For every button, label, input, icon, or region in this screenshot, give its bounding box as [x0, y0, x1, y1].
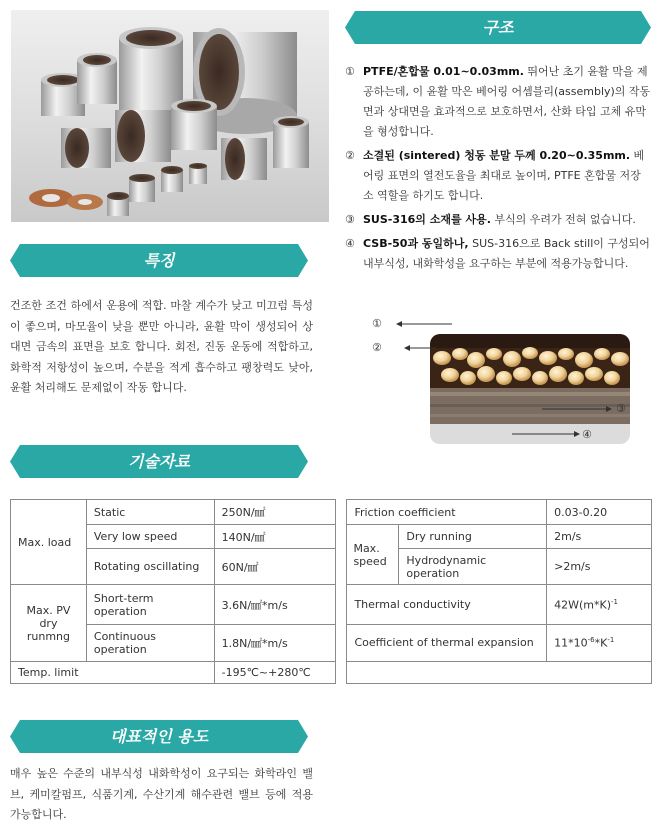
hydro-label: Hydrodynamic operation [399, 549, 547, 585]
item-number: ② [345, 149, 355, 162]
short-label: Short-term operation [86, 585, 214, 625]
features-text: 건조한 조건 하에서 운용에 적합. 마찰 계수가 낮고 미끄럼 특성이 좋으며, 마모율이 낮을 뿐만 아니라, 윤활 막이 생성되어 상대면 금속의 표면을 보호 합니다. 회전, 진동 운동에 적합하고, 화학적 저항성이 높으며, 수분을 적게 흡수하고 팽창력도 낮아, 윤활 처리해도 문제없이 작동 합니다. [10, 299, 313, 394]
item-heading: SUS-316의 소재를 사용. [363, 213, 491, 226]
features-title: 특징 [143, 251, 175, 270]
tech-title: 기술자료 [128, 452, 190, 471]
table-gap [335, 525, 347, 549]
hydro-value: >2m/s [547, 549, 652, 585]
dry-value: 2m/s [547, 525, 652, 549]
static-label: Static [86, 500, 214, 525]
coef-value [547, 625, 652, 662]
structure-item [345, 210, 651, 230]
cont-value: 1.8N/㎟*m/s [214, 625, 335, 662]
temp-label: Temp. limit [11, 662, 215, 684]
coef-base: 11*10 [554, 636, 588, 650]
table-gap [335, 549, 347, 585]
tech-banner [10, 442, 308, 481]
applications-title: 대표적인 용도 [109, 727, 209, 746]
bushings-illustration [11, 10, 329, 222]
temp-value: -195℃~+280℃ [214, 662, 335, 684]
structure-list [345, 62, 651, 274]
friction-value: 0.03-0.20 [547, 500, 652, 525]
table-gap [335, 500, 347, 525]
item-heading: CSB-50과 동일하나, [363, 237, 469, 250]
thermal-value [547, 585, 652, 625]
item-text: 부식의 우려가 전혀 없습니다. [490, 213, 636, 226]
friction-label: Friction coefficient [347, 500, 547, 525]
tech-table [10, 499, 652, 684]
max-speed-label: Max. speed [347, 525, 399, 585]
dry-label: Dry running [399, 525, 547, 549]
static-value: 250N/㎟ [214, 500, 335, 525]
structure-item [345, 62, 651, 142]
short-value: 3.6N/㎟*m/s [214, 585, 335, 625]
item-text: SUS-316으로 Back still이 구성되어 내부식성, 내화학성을 요구하는 부분에 적용가능합니다. [363, 237, 650, 270]
max-load-label: Max. load [11, 500, 87, 585]
structure-banner [345, 8, 651, 47]
cont-label: Continuous operation [86, 625, 214, 662]
table-gap [335, 662, 347, 684]
rot-label: Rotating oscillating [86, 549, 214, 585]
rot-value: 60N/㎟ [214, 549, 335, 585]
item-number: ① [345, 65, 355, 78]
structure-item [345, 234, 651, 274]
table-gap [335, 585, 347, 625]
table-gap [335, 625, 347, 662]
item-text: 베어링 표면의 열전도율을 최대로 높이며, PTFE 혼합물 저장소 역할을 하기도 합니다. [363, 149, 645, 202]
vls-label: Very low speed [86, 525, 214, 549]
cross-section-diagram [372, 312, 632, 447]
features-banner [10, 241, 308, 280]
marker-3: ③ [616, 402, 626, 415]
marker-2: ② [372, 341, 382, 354]
item-number: ④ [345, 237, 355, 250]
item-number: ③ [345, 213, 355, 226]
pv-label: Max. PV dry runmng [11, 585, 87, 662]
item-text: 뛰어난 초기 윤활 막을 제공하는데, 이 윤활 막은 베어링 어셈블리(assembly)의 작동면과 상대면을 효과적으로 보호하면서, 산화 타입 고체 유막을 형성합니다. [363, 65, 651, 138]
marker-1: ① [372, 317, 382, 330]
cross-section-image [372, 312, 632, 447]
marker-4: ④ [582, 428, 592, 441]
vls-value: 140N/㎟ [214, 525, 335, 549]
product-photo [11, 10, 329, 222]
coef-label: Coefficient of thermal expansion [347, 625, 547, 662]
structure-title: 구조 [482, 18, 514, 37]
thermal-exp: -1 [611, 597, 618, 606]
coef-mid: *K [594, 636, 608, 650]
empty-cell [347, 662, 652, 684]
applications-banner [10, 717, 308, 756]
coef-exp2: -1 [607, 636, 615, 645]
item-heading: 소결된 (sintered) 청동 분말 두께 0.20~0.35mm. [363, 149, 631, 162]
item-heading: PTFE/혼합물 0.01~0.03mm. [363, 65, 524, 78]
coef-exp1: -6 [587, 636, 595, 645]
thermal-base: 42W(m*K) [554, 598, 611, 612]
applications-text: 매우 높은 수준의 내부식성 내화학성이 요구되는 화학라인 밸브, 케미칼펌프, 식품기계, 수산기계 해수관련 밸브 등에 적용 가능합니다. [10, 767, 313, 821]
thermal-label: Thermal conductivity [347, 585, 547, 625]
structure-item [345, 146, 651, 206]
